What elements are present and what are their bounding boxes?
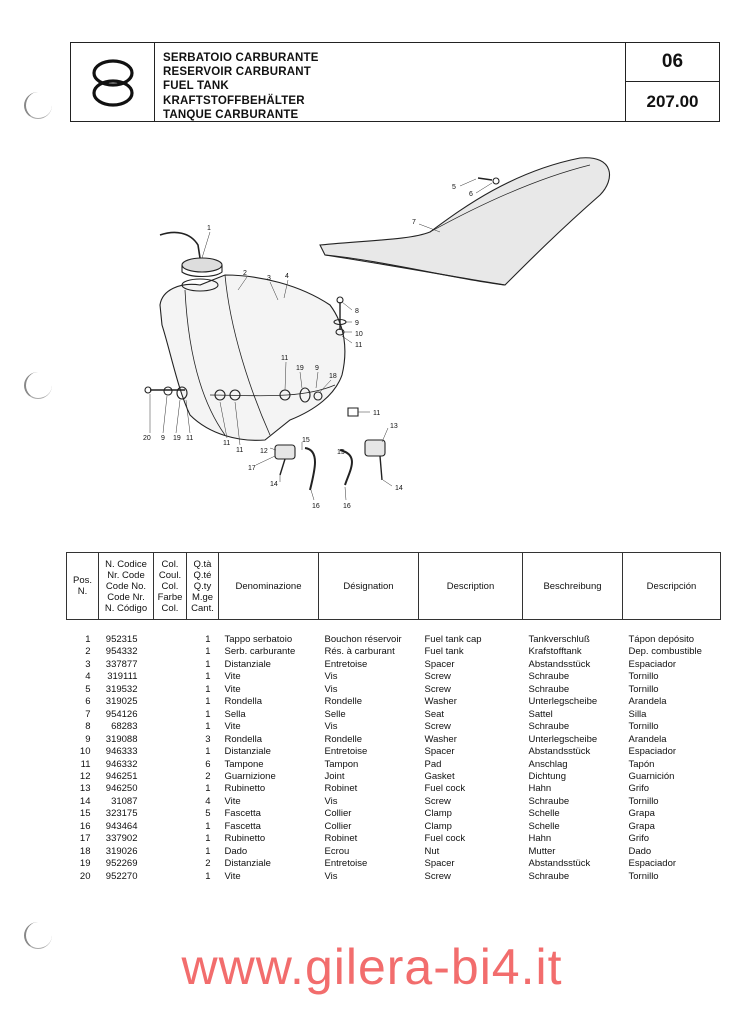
cell-fr: Selle [324,708,346,720]
callout-18: 18 [329,373,337,380]
table-row [67,759,721,771]
callout-11: 11 [355,342,363,349]
cell-col [154,659,187,671]
cell-en: Fuel cock [424,783,466,795]
callout-9: 9 [355,320,359,327]
cell-it: Vite [224,795,241,807]
callout-7: 7 [412,219,416,226]
cell-code: 31087 [111,795,138,807]
cell-code: 946332 [105,758,138,770]
table-number: 06 [626,43,719,82]
cell-es: Grapa [628,820,655,832]
cell-es: Grapa [628,808,655,820]
brand-logo-cell [71,43,155,121]
cell-es: Tornillo [628,683,659,695]
callout-8: 8 [355,308,359,315]
cell-es: Grifo [628,783,650,795]
cell-code: 319532 [105,683,138,695]
header-it: Denominazione [219,553,319,620]
table-row [67,771,721,783]
callout-13: 13 [390,423,398,430]
cell-es: Tornillo [628,721,659,733]
cell-col [154,858,187,870]
table-row [67,709,721,721]
cell-de: Anschlag [528,758,568,770]
cell-en: Pad [424,758,442,770]
cell-fr: Vis [324,721,338,733]
cell-de: Schraube [528,795,570,807]
cell-pos: 8 [85,721,91,733]
cell-col [154,783,187,795]
callout-19b: 19 [173,435,181,442]
callout-16: 16 [312,503,320,510]
cell-qty: 1 [205,783,211,795]
title-line-it: SERBATOIO CARBURANTE [163,52,319,64]
cell-it: Dado [224,845,248,857]
cell-it: Rubinetto [224,783,266,795]
cell-col [154,871,187,883]
cell-de: Schraube [528,671,570,683]
cell-code: 946251 [105,770,138,782]
cell-qty: 1 [205,658,211,670]
cell-fr: Tampon [324,758,359,770]
cell-es: Grifo [628,833,650,845]
cell-en: Screw [424,721,451,733]
cell-de: Abstandsstück [528,746,591,758]
cell-de: Schraube [528,721,570,733]
cell-es: Tornillo [628,671,659,683]
cell-en: Seat [424,708,445,720]
cell-en: Screw [424,870,451,882]
cell-it: Fascetta [224,808,261,820]
cell-en: Screw [424,683,451,695]
table-row [67,808,721,820]
cell-pos: 12 [79,770,91,782]
cell-pos: 5 [85,683,91,695]
cell-pos: 18 [79,845,91,857]
cell-de: Tankverschluß [528,634,590,645]
cell-it: Fascetta [224,820,261,832]
cell-en: Screw [424,671,451,683]
cell-fr: Robinet [324,783,358,795]
header-es: Descripción [623,553,721,620]
cell-fr: Entretoise [324,658,368,670]
cell-en: Spacer [424,658,455,670]
cell-col [154,684,187,696]
cell-qty: 1 [205,833,211,845]
cell-it: Distanziale [224,746,271,758]
cell-es: Arandela [628,733,667,745]
cell-es: Tornillo [628,870,659,882]
cell-qty: 5 [205,808,211,820]
cell-pos: 3 [85,658,91,670]
page-header [70,42,720,122]
header-en: Description [419,553,523,620]
header-fr: Désignation [319,553,419,620]
cell-code: 337902 [105,833,138,845]
callout-6: 6 [469,191,473,198]
cell-qty: 1 [205,671,211,683]
cell-pos: 10 [79,746,91,758]
cell-code: 323175 [105,808,138,820]
cell-es: Espaciador [628,746,677,758]
cell-col [154,734,187,746]
cell-it: Vite [224,721,241,733]
callout-3: 3 [267,275,271,282]
cell-it: Rondella [224,733,262,745]
cell-it: Sella [224,708,246,720]
table-row [67,620,721,647]
cell-pos: 6 [85,696,91,708]
cell-pos: 15 [79,808,91,820]
cell-pos: 11 [80,758,91,770]
cell-de: Dichtung [528,770,566,782]
gilera-logo-icon [71,43,155,121]
cell-qty: 1 [205,646,211,658]
cell-it: Tappo serbatoio [224,634,293,645]
page-title [163,51,319,122]
cell-pos: 19 [79,858,91,870]
cell-de: Hahn [528,833,552,845]
cell-qty: 2 [205,858,211,870]
cell-code: 952270 [105,870,138,882]
cell-en: Screw [424,795,451,807]
cell-col [154,846,187,858]
cell-it: Tampone [224,758,264,770]
header-de: Beschreibung [523,553,623,620]
cell-qty: 4 [205,795,211,807]
cell-de: Sattel [528,708,553,720]
page-code: 207.00 [646,91,699,111]
cell-en: Nut [424,845,440,857]
cell-code: 954332 [105,646,138,658]
cell-pos: 4 [85,671,91,683]
cell-it: Vite [224,683,241,695]
callout-14: 14 [270,481,278,488]
cell-qty: 6 [205,758,211,770]
cell-code: 946333 [105,746,138,758]
cell-de: Abstandsstück [528,858,591,870]
callout-10: 10 [355,331,363,338]
cell-pos: 1 [85,634,91,645]
code-cell [625,43,719,121]
cell-fr: Bouchon réservoir [324,634,402,645]
cell-de: Unterlegscheibe [528,696,598,708]
callout-20: 20 [143,435,151,442]
callout-5: 5 [452,184,456,191]
cell-qty: 1 [205,746,211,758]
table-header-row [67,553,721,620]
cell-es: Tornillo [628,795,659,807]
table-row [67,684,721,696]
cell-qty: 1 [205,683,211,695]
header-pos: Pos. N. [67,553,99,620]
cell-fr: Rondelle [324,733,362,745]
cell-col [154,671,187,683]
cell-fr: Ecrou [324,845,350,857]
cell-it: Serb. carburante [224,646,296,658]
cell-es: Tápon depósito [628,634,694,645]
cell-fr: Rondelle [324,696,362,708]
table-row [67,858,721,870]
callout-14b: 14 [395,485,403,492]
cell-it: Rondella [224,696,262,708]
cell-fr: Joint [324,770,345,782]
cell-pos: 14 [79,795,91,807]
callout-19: 19 [296,365,304,372]
table-row [67,734,721,746]
cell-qty: 1 [205,820,211,832]
cell-it: Guarnizione [224,770,276,782]
table-row [67,721,721,733]
cell-fr: Vis [324,795,338,807]
cell-de: Abstandsstück [528,658,591,670]
cell-col [154,808,187,820]
cell-de: Schelle [528,808,560,820]
cell-qty: 1 [205,696,211,708]
cell-fr: Vis [324,671,338,683]
cell-qty: 1 [205,708,211,720]
cell-code: 952315 [105,634,138,645]
cell-code: 319026 [105,845,138,857]
cell-code: 952269 [105,858,138,870]
callout-1: 1 [207,225,211,232]
cell-it: Vite [224,671,241,683]
title-line-en: FUEL TANK [163,80,229,93]
cell-de: Unterlegscheibe [528,733,598,745]
cell-pos: 2 [85,646,91,658]
binder-hole-middle [24,372,52,399]
cell-col [154,759,187,771]
cell-qty: 1 [205,721,211,733]
cell-qty: 1 [205,845,211,857]
parts-table [66,552,721,883]
cell-en: Gasket [424,770,455,782]
cell-fr: Entretoise [324,746,368,758]
cell-de: Schelle [528,820,560,832]
cell-code: 319088 [105,733,138,745]
cell-it: Distanziale [224,658,271,670]
table-row [67,746,721,758]
cell-pos: 20 [79,870,91,882]
cell-col [154,620,187,647]
watermark: www.gilera-bi4.it [181,939,563,995]
cell-fr: Rés. à carburant [324,646,395,658]
header-code: N. Codice Nr. Code Code No. Code Nr. N. Código [99,553,154,620]
cell-col [154,833,187,845]
cell-en: Fuel cock [424,833,466,845]
cell-code: 68283 [111,721,138,733]
callout-15b: 15 [337,449,345,456]
cell-code: 319111 [107,671,138,683]
cell-es: Silla [628,708,647,720]
binder-hole-top [24,92,52,119]
callout-2: 2 [243,270,247,277]
callout-11b: 11 [281,355,289,362]
table-row [67,671,721,683]
cell-de: Krafstofftank [528,646,582,658]
table-row [67,871,721,883]
cell-fr: Collier [324,820,352,832]
table-row [67,796,721,808]
cell-code: 943464 [105,820,138,832]
cell-pos: 13 [79,783,91,795]
table-row [67,659,721,671]
cell-fr: Entretoise [324,858,368,870]
callout-11f: 11 [373,410,381,417]
cell-it: Vite [224,870,241,882]
cell-en: Washer [424,733,457,745]
cell-pos: 7 [85,708,91,720]
cell-es: Arandela [628,696,667,708]
table-row [67,833,721,845]
table-row [67,821,721,833]
header-qty: Q.tà Q.té Q.ty M.ge Cant. [187,553,219,620]
cell-code: 319025 [105,696,138,708]
cell-de: Hahn [528,783,552,795]
cell-en: Clamp [424,808,452,820]
table-row [67,783,721,795]
cell-code: 954126 [105,708,138,720]
callout-4: 4 [285,273,289,280]
cell-de: Mutter [528,845,556,857]
cell-qty: 2 [205,770,211,782]
callout-11d: 11 [223,440,231,447]
cell-pos: 9 [85,733,91,745]
cell-es: Dep. combustible [628,646,702,658]
title-line-fr: RESERVOIR CARBURANT [163,66,311,79]
cell-es: Espaciador [628,658,677,670]
cell-col [154,746,187,758]
exploded-parts-diagram [130,150,630,520]
cell-col [154,721,187,733]
cell-fr: Vis [324,683,338,695]
table-row [67,696,721,708]
title-line-es: TANQUE CARBURANTE [163,108,299,121]
cell-en: Fuel tank cap [424,634,482,645]
cell-pos: 16 [79,820,91,832]
cell-es: Guarnición [628,770,675,782]
cell-en: Spacer [424,746,455,758]
callout-17: 17 [248,465,256,472]
cell-code: 946250 [105,783,138,795]
cell-es: Tapón [628,758,655,770]
cell-pos: 17 [79,833,91,845]
cell-de: Schraube [528,683,570,695]
cell-qty: 3 [205,733,211,745]
cell-fr: Vis [324,870,338,882]
cell-en: Fuel tank [424,646,464,658]
cell-en: Washer [424,696,457,708]
callout-9b: 9 [315,365,319,372]
cell-qty: 1 [205,870,211,882]
callout-11c: 11 [186,435,194,442]
header-color: Col. Coul. Col. Farbe Col. [154,553,187,620]
cell-fr: Robinet [324,833,358,845]
cell-it: Distanziale [224,858,271,870]
callout-15: 15 [302,437,310,444]
callout-9c: 9 [161,435,165,442]
cell-es: Espaciador [628,858,677,870]
table-row [67,846,721,858]
cell-es: Dado [628,845,652,857]
cell-de: Schraube [528,870,570,882]
cell-col [154,646,187,658]
cell-en: Spacer [424,858,455,870]
cell-col [154,696,187,708]
cell-fr: Collier [324,808,352,820]
parts-table-body [67,620,721,884]
table-row [67,646,721,658]
cell-code: 337877 [105,658,138,670]
cell-it: Rubinetto [224,833,266,845]
cell-col [154,796,187,808]
cell-qty: 1 [205,634,211,645]
callout-12: 12 [260,448,268,455]
cell-col [154,821,187,833]
cell-col [154,771,187,783]
callout-16b: 16 [343,503,351,510]
callout-11e: 11 [236,447,244,454]
title-line-de: KRAFTSTOFFBEHÄLTER [163,94,305,107]
cell-en: Clamp [424,820,452,832]
cell-col [154,709,187,721]
